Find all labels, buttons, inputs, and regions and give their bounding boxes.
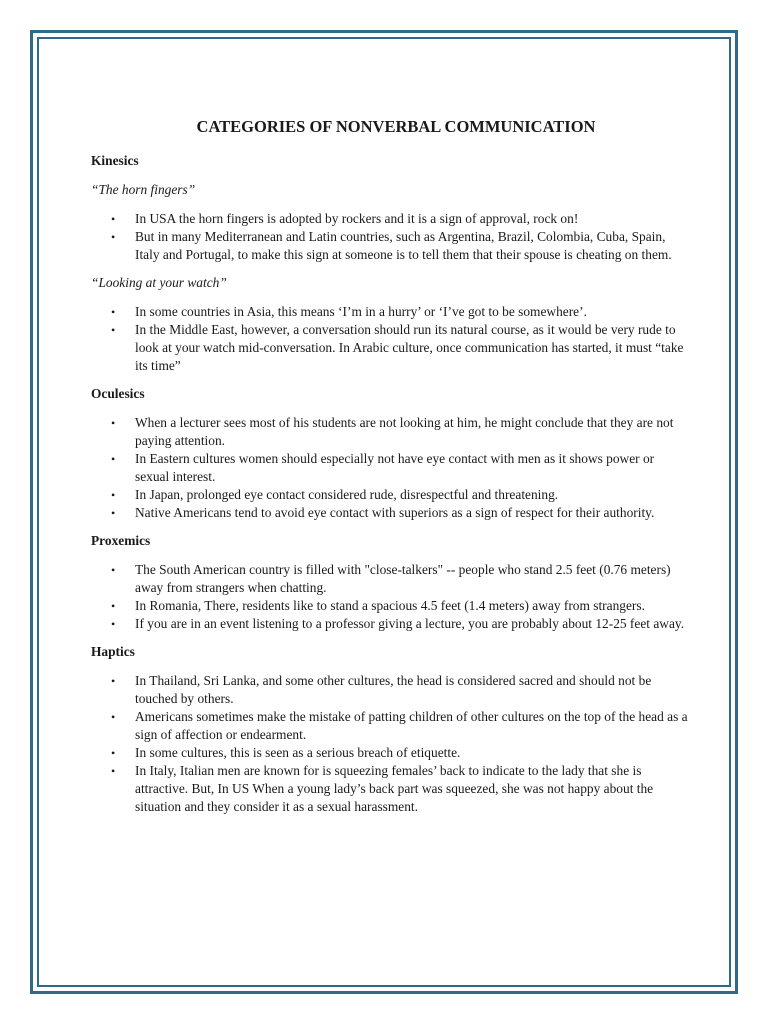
section-heading-oculesics: Oculesics [91,386,145,401]
list-item [91,210,691,228]
list-item-text: In Italy, Italian men are known for is squeezing females’ back to indicate to the lady that she is attractive. But, In US When a young lady’s back part was squeezed, she was not happy about the situation and they consider it as a sexual harassment. [135,763,654,814]
bullet-icon: • [111,764,116,778]
list-item [91,597,691,615]
list-item [91,708,691,744]
list-item-text: In Thailand, Sri Lanka, and some other cultures, the head is considered sacred and should not be touched by others. [135,673,652,706]
list-item-text: But in many Mediterranean and Latin countries, such as Argentina, Brazil, Colombia, Cuba, Spain, Italy and Portugal, to make this sign at someone is to tell them that their spouse is cheating on them. [135,229,672,262]
list-item-text: When a lecturer sees most of his students are not looking at him, he might conclude that they are not paying attention. [135,415,674,448]
list-item-text: In USA the horn fingers is adopted by rockers and it is a sign of approval, rock on! [135,211,579,226]
section-heading-proxemics: Proxemics [91,533,151,548]
list-item [91,321,691,375]
list-item [91,672,691,708]
list-item [91,450,691,486]
section-heading-haptics: Haptics [91,644,135,659]
bullet-icon: • [111,305,116,319]
bullet-icon: • [111,617,116,631]
list-item-text: Americans sometimes make the mistake of patting children of other cultures on the top of the head as a sign of affection or endearment. [135,709,688,742]
list-item [91,303,691,321]
list-item-text: In the Middle East, however, a conversation should run its natural course, as it would be very rude to look at your watch mid-conversation. In Arabic culture, once communication has started, it must “take its time” [135,322,684,373]
bullet-icon: • [111,416,116,430]
list-item-text: If you are in an event listening to a professor giving a lecture, you are probably about 12-25 feet away. [135,616,685,631]
document-body [91,116,691,826]
bullet-icon: • [111,230,116,244]
list-item-text: The South American country is filled with "close-talkers" -- people who stand 2.5 feet (0.76 meters) away from strangers when chatting. [135,562,671,595]
bullet-icon: • [111,746,116,760]
list-item [91,228,691,264]
list-item-text: In some countries in Asia, this means ‘I’m in a hurry’ or ‘I’ve got to be somewhere’. [135,304,587,319]
bullet-icon: • [111,323,116,337]
section-heading-kinesics: Kinesics [91,153,139,168]
list-item [91,486,691,504]
list-item [91,414,691,450]
list-item [91,561,691,597]
list-item [91,762,691,816]
bullet-icon: • [111,452,116,466]
list-proxemics [91,561,691,633]
list-item [91,504,691,522]
list-item-text: In Japan, prolonged eye contact considered rude, disrespectful and threatening. [135,487,559,502]
list-item-text: In Eastern cultures women should especially not have eye contact with men as it shows power or sexual interest. [135,451,655,484]
bullet-icon: • [111,710,116,724]
bullet-icon: • [111,563,116,577]
subheading-looking-at-watch: “Looking at your watch” [91,275,227,290]
list-oculesics [91,414,691,522]
list-looking-at-watch [91,303,691,375]
list-item [91,744,691,762]
list-horn-fingers [91,210,691,264]
bullet-icon: • [111,488,116,502]
list-haptics [91,672,691,816]
page-title: CATEGORIES OF NONVERBAL COMMUNICATION [196,117,596,136]
list-item-text: In Romania, There, residents like to stand a spacious 4.5 feet (1.4 meters) away from strangers. [135,598,645,613]
bullet-icon: • [111,506,116,520]
bullet-icon: • [111,212,116,226]
bullet-icon: • [111,599,116,613]
bullet-icon: • [111,674,116,688]
list-item-text: In some cultures, this is seen as a serious breach of etiquette. [135,745,461,760]
subheading-horn-fingers: “The horn fingers” [91,182,196,197]
list-item-text: Native Americans tend to avoid eye contact with superiors as a sign of respect for their authority. [135,505,655,520]
list-item [91,615,691,633]
